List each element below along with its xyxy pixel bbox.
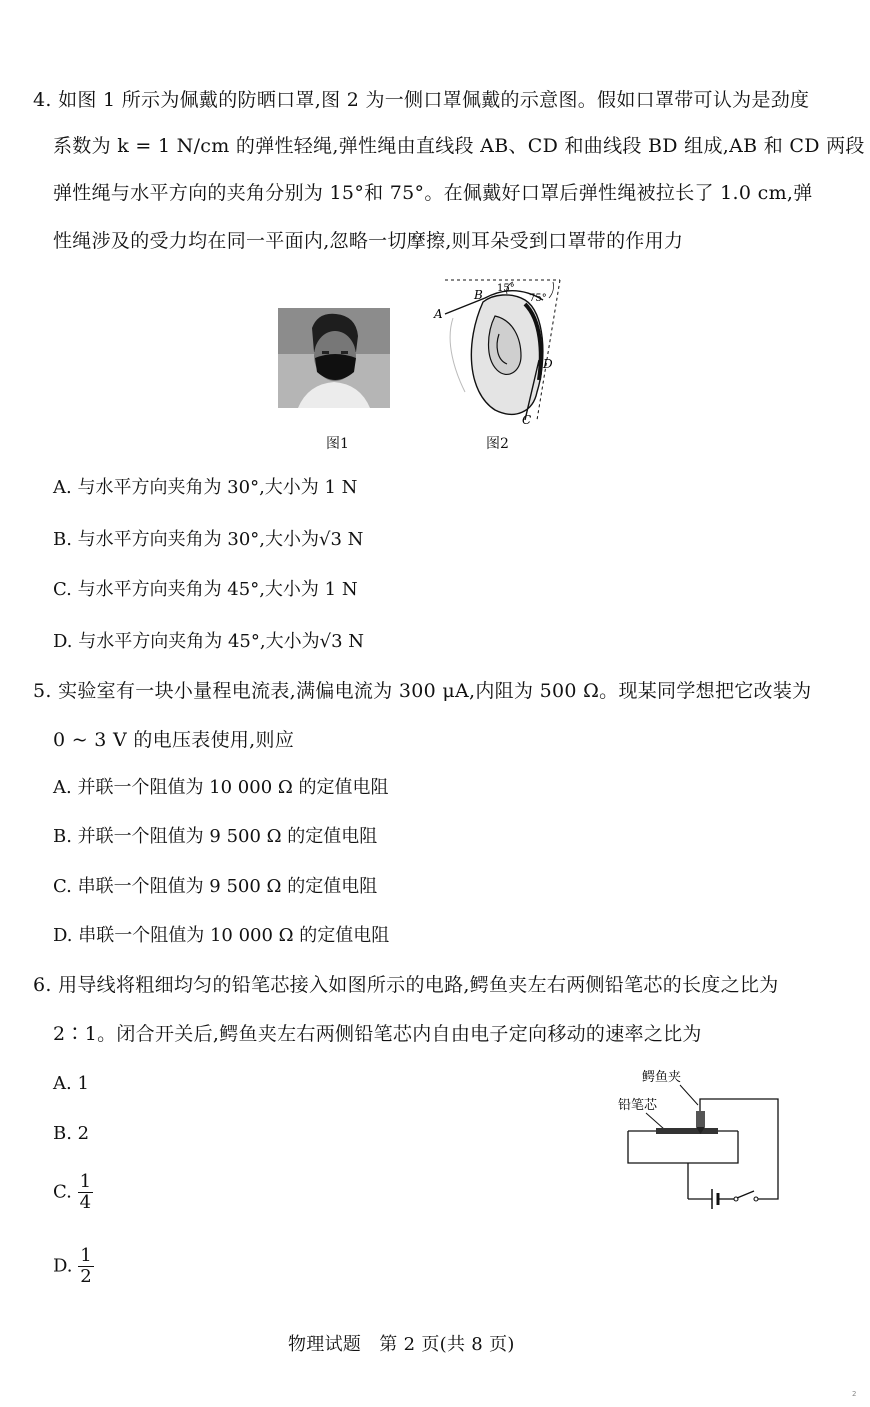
q4-option-d-text: D. 与水平方向夹角为 45°,大小为 xyxy=(53,631,320,652)
q4-option-d xyxy=(53,630,364,654)
q6-option-d-denominator: 2 xyxy=(80,1266,92,1287)
q6-option-d-fraction xyxy=(78,1246,93,1287)
q4-option-b xyxy=(53,528,363,552)
q6-option-c-fraction xyxy=(78,1172,93,1213)
figure-2-ear-diagram xyxy=(425,272,565,432)
alligator-clip xyxy=(696,1111,705,1127)
circuit-label-pencil: 铅笔芯 xyxy=(618,1098,658,1113)
q5-stem-line-1: 5. 实验室有一块小量程电流表,满偏电流为 300 μA,内阻为 500 Ω。现某同学想把它改装为 xyxy=(33,680,812,702)
fig2-label-D: D xyxy=(543,357,553,371)
switch-lever xyxy=(737,1191,754,1198)
q6-option-c-denominator: 4 xyxy=(79,1192,92,1213)
page-footer: 物理试题 第 2 页(共 8 页) xyxy=(288,1334,515,1355)
circuit-diagram xyxy=(608,1063,788,1213)
q4-stem-line-2: 系数为 k = 1 N/cm 的弹性轻绳,弹性绳由直线段 AB、CD 和曲线段 BD 组成,AB 和 CD 两段 xyxy=(53,135,865,157)
q6-option-c-prefix: C. xyxy=(53,1181,72,1203)
figure-1-caption: 图1 xyxy=(326,436,349,452)
q6-option-c xyxy=(53,1172,93,1213)
fig2-label-B: B xyxy=(474,288,483,302)
q4-option-c: C. 与水平方向夹角为 45°,大小为 1 N xyxy=(53,579,358,600)
q4-stem-line-4: 性绳涉及的受力均在同一平面内,忽略一切摩擦,则耳朵受到口罩带的作用力 xyxy=(53,230,684,252)
pencil-lead xyxy=(656,1128,718,1134)
q6-stem-line-2: 2∶1。闭合开关后,鳄鱼夹左右两侧铅笔芯内自由电子定向移动的速率之比为 xyxy=(53,1023,702,1045)
q5-option-b: B. 并联一个阻值为 9 500 Ω 的定值电阻 xyxy=(53,826,378,847)
corner-mark: 2 xyxy=(852,1390,857,1398)
q4-option-d-value: √3 N xyxy=(319,631,364,652)
q6-option-d xyxy=(53,1246,94,1287)
q4-option-b-text: B. 与水平方向夹角为 30°,大小为 xyxy=(53,529,320,550)
fig2-angle-15: 15° xyxy=(497,283,515,294)
q4-stem-line-1: 4. 如图 1 所示为佩戴的防晒口罩,图 2 为一侧口罩佩戴的示意图。假如口罩带可认为是劲度 xyxy=(33,89,810,111)
figure-1-mask-photo xyxy=(278,308,390,408)
fig2-label-C: C xyxy=(522,413,532,427)
fig2-label-A: A xyxy=(434,307,443,321)
q5-option-c: C. 串联一个阻值为 9 500 Ω 的定值电阻 xyxy=(53,876,378,897)
q6-option-d-prefix: D. xyxy=(53,1255,73,1277)
q6-option-c-numerator: 1 xyxy=(79,1171,92,1192)
q6-stem-line-1: 6. 用导线将粗细均匀的铅笔芯接入如图所示的电路,鳄鱼夹左右两侧铅笔芯的长度之比为 xyxy=(33,974,779,996)
q4-option-b-value: √3 N xyxy=(319,529,364,550)
circuit-label-clip: 鳄鱼夹 xyxy=(642,1070,682,1085)
q4-stem-line-3: 弹性绳与水平方向的夹角分别为 15°和 75°。在佩戴好口罩后弹性绳被拉长了 1.0 cm,弹 xyxy=(53,182,813,204)
q6-option-b: B. 2 xyxy=(53,1123,90,1144)
q5-option-d: D. 串联一个阻值为 10 000 Ω 的定值电阻 xyxy=(53,925,390,946)
q6-option-d-numerator: 1 xyxy=(80,1245,92,1266)
figure-2-caption: 图2 xyxy=(486,436,509,452)
fig2-angle-75: 75° xyxy=(529,293,547,304)
q4-option-a: A. 与水平方向夹角为 30°,大小为 1 N xyxy=(53,477,358,498)
q5-option-a: A. 并联一个阻值为 10 000 Ω 的定值电阻 xyxy=(53,777,389,798)
q6-option-a: A. 1 xyxy=(53,1073,89,1094)
q5-stem-line-2: 0 ~ 3 V 的电压表使用,则应 xyxy=(53,729,295,751)
